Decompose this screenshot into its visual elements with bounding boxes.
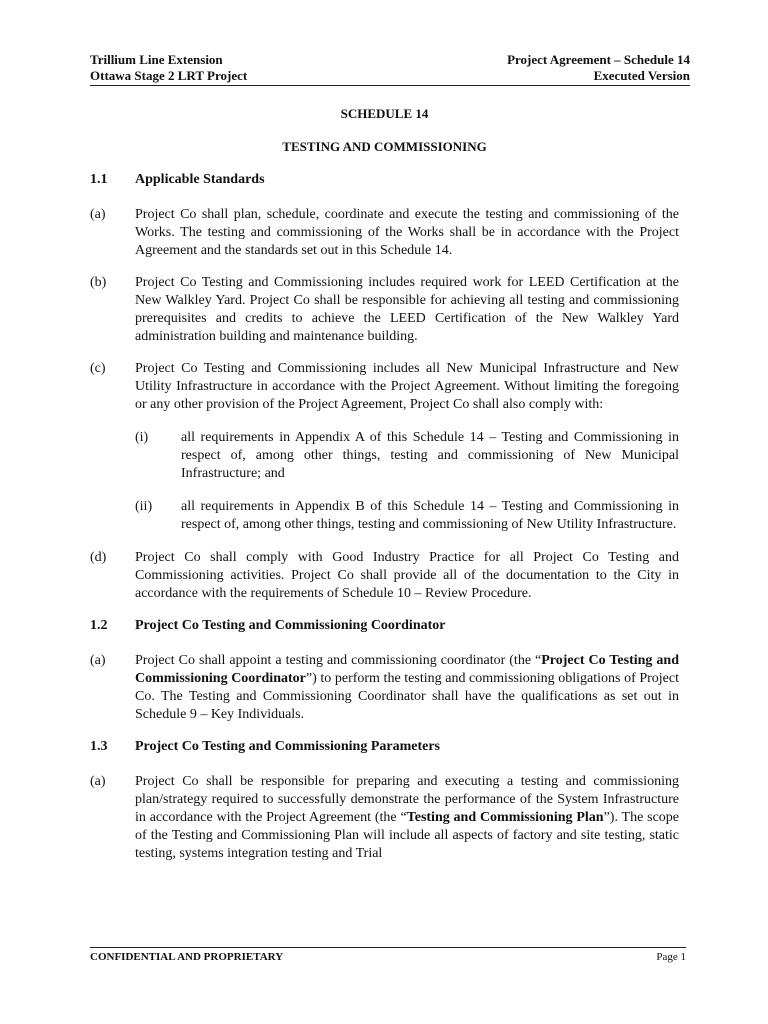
header-document (507, 52, 690, 84)
defined-term: Testing and Commissioning Plan (406, 810, 604, 825)
subparagraph-label: (ii) (135, 499, 153, 514)
subparagraph-text: all requirements in Appendix B of this Schedule 14 – Testing and Commissioning in respect of, among other things, testing and commissioning of New Utility Infrastructure. (181, 499, 679, 532)
paragraph-1-1-a (90, 206, 679, 260)
confidentiality-notice: CONFIDENTIAL AND PROPRIETARY (90, 951, 284, 963)
paragraph-label: (a) (90, 207, 106, 222)
section-heading-1-1 (90, 171, 679, 189)
defined-term: Project Co Testing and Commissioning Coordinator (135, 653, 679, 686)
paragraph-1-3-a (90, 773, 679, 863)
paragraph-text-after: ”) to perform the testing and commissioning obligations of Project Co. The Testing and Commissioning Coordinator shall have the qualifications as set out in Schedule 9 – Key Individuals. (135, 671, 680, 722)
document-body (90, 106, 679, 877)
header-doc-line1: Project Agreement – Schedule 14 (507, 52, 690, 67)
subparagraph-1-1-c-ii (90, 498, 679, 534)
paragraph-text: Project Co shall comply with Good Industry Practice for all Project Co Testing and Commissioning activities. Project Co shall provide all of the documentation to the City in accordance with the requirements of Schedule 10 – Review Procedure. (135, 550, 679, 601)
section-title: Project Co Testing and Commissioning Coordinator (135, 618, 446, 633)
paragraph-label: (a) (90, 653, 106, 668)
paragraph-text: Project Co shall plan, schedule, coordinate and execute the testing and commissioning of the Works. The testing and commissioning of the Works shall be in accordance with the Project Agreement and the standards set out in this Schedule 14. (135, 207, 679, 258)
section-title: Applicable Standards (135, 172, 265, 187)
paragraph-label: (b) (90, 275, 107, 290)
subparagraph-text: all requirements in Appendix A of this Schedule 14 – Testing and Commissioning in respect of, among other things, testing and commissioning of New Municipal Infrastructure; and (181, 430, 679, 481)
paragraph-text-after: ”). The scope of the Testing and Commissioning Plan will include all aspects of factory and site testing, static testing, systems integration testing and Trial (135, 810, 679, 861)
section-heading-1-2 (90, 617, 679, 635)
paragraph-text-before: Project Co shall be responsible for preparing and executing a testing and commissioning plan/strategy required to successfully demonstrate the performance of the System Infrastructure in accordance with the Project Agreement (the “ (135, 774, 679, 825)
paragraph-1-1-b (90, 274, 679, 346)
section-number: 1.2 (90, 618, 108, 633)
section-number: 1.1 (90, 172, 108, 187)
section-number: 1.3 (90, 739, 108, 754)
subparagraph-1-1-c-i (90, 429, 679, 483)
subparagraph-label: (i) (135, 430, 149, 445)
schedule-title: TESTING AND COMMISSIONING (282, 139, 487, 154)
page-number: Page 1 (656, 951, 686, 963)
header-doc-line2: Executed Version (593, 68, 690, 83)
paragraph-1-1-c (90, 360, 679, 414)
paragraph-1-1-d (90, 549, 679, 603)
schedule-number: SCHEDULE 14 (340, 106, 429, 121)
paragraph-label: (a) (90, 774, 106, 789)
footer-divider (90, 947, 686, 948)
header-project (90, 52, 247, 84)
paragraph-text-before: Project Co shall appoint a testing and commissioning coordinator (the “ (135, 653, 542, 668)
paragraph-text: Project Co Testing and Commissioning includes required work for LEED Certification at the New Walkley Yard. Project Co shall be responsible for achieving all testing and commissioning prerequisites and credits to achieve the LEED Certification of the New Walkley Yard administration building and maintenance building. (135, 275, 679, 344)
header-project-line2: Ottawa Stage 2 LRT Project (90, 68, 248, 83)
section-title: Project Co Testing and Commissioning Parameters (135, 739, 440, 754)
section-heading-1-3 (90, 738, 679, 756)
paragraph-label: (d) (90, 550, 107, 565)
paragraph-1-2-a (90, 652, 679, 724)
paragraph-text: Project Co Testing and Commissioning includes all New Municipal Infrastructure and New Utility Infrastructure in accordance with the Project Agreement. Without limiting the foregoing or any other provision of the Project Agreement, Project Co shall also comply with: (135, 361, 679, 412)
paragraph-label: (c) (90, 361, 106, 376)
header-project-line1: Trillium Line Extension (90, 52, 223, 67)
header-divider (90, 85, 690, 86)
